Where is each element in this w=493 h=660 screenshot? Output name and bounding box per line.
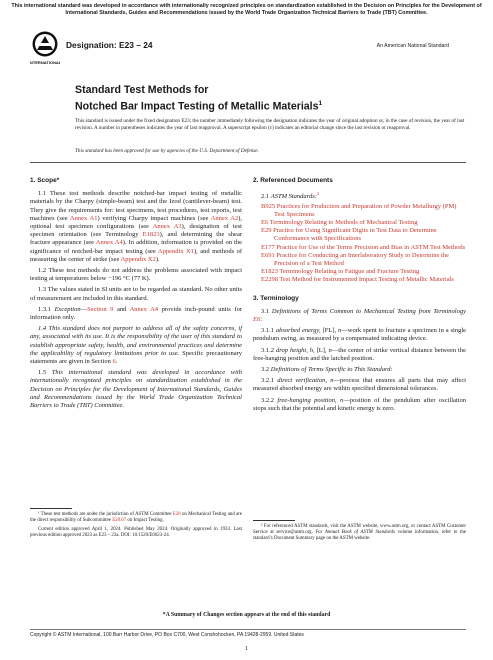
- link-e1823[interactable]: E1823: [142, 231, 160, 239]
- paragraph-1-5: 1.5 This international standard was developed in accordance with internationally recognized principles on standardization established in the Decision on Principles for the Development of International Standards, Guides and Recommendations issued by the World Trade Organization Technical Barriers to Trade (TBT) Committee.: [30, 369, 243, 410]
- issuance-note: This standard is issued under the fixed designation E23; the number immediately following the designation indicates the year of original adoption or, in the case of revision, the year of last revision. A number in parentheses indicates the year of last reapproval. A superscript epsilon (ε) indicates an editorial change since the last revision or reapproval.: [75, 118, 465, 131]
- reference-item: [261, 227, 466, 243]
- reference-title-link[interactable]: Terminology Relating to Methods of Mechanical Testing: [268, 218, 418, 226]
- designation: Designation: E23 – 24: [66, 40, 153, 50]
- footnote-rule: [253, 520, 295, 521]
- link-annex-a2[interactable]: Annex A2: [210, 214, 239, 222]
- reference-code-link[interactable]: E2298: [261, 276, 278, 284]
- page-number: 1: [244, 645, 249, 652]
- reference-code-link[interactable]: E6: [261, 218, 269, 226]
- reference-title-link[interactable]: Practice for Using Significant Digits in Test Data to Determine Conformance with Specifications: [271, 227, 437, 243]
- copyright-line: Copyright © ASTM International, 100 Barr Harbor Drive, PO Box C700, West Conshohocken, PA 19428-2959. United States: [30, 632, 304, 638]
- link-annex-a4-b[interactable]: Annex A4: [129, 305, 159, 313]
- header-divider: [30, 162, 466, 163]
- reference-title-link[interactable]: Terminology Relating to Fatigue and Fracture Testing: [277, 268, 420, 276]
- reference-code-link[interactable]: E1823: [261, 268, 278, 276]
- paragraph-3-2-2: 3.2.2 free-hanging position, n—position of the pendulum after oscillation stops such that the potential and kinetic energy is zero.: [253, 396, 466, 412]
- title-line-2: Notched Bar Impact Testing of Metallic Materials$^1$: [75, 100, 323, 113]
- section-1-heading: 1. Scope*: [30, 177, 60, 184]
- footnote-2: ² For referenced ASTM standards, visit the ASTM website, www.astm.org, or contact ASTM Customer Service at service@astm.org. For Annual Book of ASTM Standards volume information, refer to the standard’s Document Summary page on the ASTM website.: [253, 520, 466, 542]
- link-section-6[interactable]: 6: [112, 358, 116, 366]
- paragraph-3-1: 3.1 Definitions of Terms Common to Mechanical Testing from Terminology E6:: [253, 307, 466, 323]
- footer-divider: [30, 629, 466, 630]
- reference-code-link[interactable]: E29: [261, 227, 272, 235]
- paragraph-1-2: 1.2 These test methods do not address the problems associated with impact testing at temperatures below −196 °C (77 K).: [30, 267, 242, 283]
- reference-item: [261, 276, 466, 284]
- reference-item: [261, 252, 466, 268]
- link-section-9[interactable]: Section 9: [87, 305, 114, 313]
- paragraph-3-2: 3.2 Definitions of Terms Specific to This Standard:: [261, 366, 393, 374]
- title-footnote-ref[interactable]: 1: [318, 100, 323, 107]
- reference-item: [261, 219, 466, 227]
- right-column: [253, 177, 466, 416]
- link-appendix-x1[interactable]: Appendix X1: [157, 247, 194, 255]
- reference-item: [261, 268, 466, 276]
- link-e6[interactable]: E6: [253, 316, 261, 323]
- footnote-1: ¹ These test methods are under the jurisdiction of ASTM Committee E28 on Mechanical Testing and are the direct responsibility of Subcommittee E28.07 on Impact Testing. Current edition approved April 1, 2024. Published May 2024. Originally approved in 1933. Last previous edition approved 2023 as E23 – 23a. DOI: 10.1520/E0023-24.: [30, 508, 242, 539]
- reference-title-link[interactable]: Practice for Use of the Terms Precision and Bias in ASTM Test Methods: [274, 243, 466, 251]
- reference-title-link[interactable]: Practice for Conducting an Interlaboratory Study to Determine the Precision of a Test Method: [274, 251, 449, 267]
- title-line-1: Standard Test Methods for: [75, 84, 209, 96]
- american-national-standard-label: An American National Standard: [376, 43, 449, 49]
- paragraph-3-1-1: 3.1.1 absorbed energy, [FL], n—work spent to fracture a specimen in a single pendulum swing, as measured by a compensated indicating device.: [253, 327, 467, 343]
- section-2-heading: 2. Referenced Documents: [253, 177, 333, 184]
- reference-title-link[interactable]: Practices for Production and Preparation of Powder Metallurgy (PM) Test Specimens: [274, 202, 457, 218]
- dod-approval-note: This standard has been approved for use by agencies of the U.S. Department of Defense.: [75, 148, 259, 154]
- astm-logo: [30, 30, 60, 66]
- reference-code-link[interactable]: E691: [261, 251, 275, 259]
- summary-of-changes-note: *A Summary of Changes section appears at the end of this standard: [162, 612, 331, 618]
- paragraph-1-3-1: 1.3.1 Exception—Section 9 and Annex A4 provide inch-pound units for information only.: [30, 305, 243, 322]
- left-column: [30, 177, 242, 413]
- reference-code-link[interactable]: B925: [261, 202, 276, 210]
- link-annex-a3[interactable]: Annex A3: [152, 223, 182, 231]
- section-3-heading: 3. Terminology: [253, 294, 299, 302]
- document-title: [75, 84, 455, 114]
- paragraph-3-1-2: 3.1.2 drop height, h, [L], n—the center of strike vertical distance between the free-hanging position and the latched position.: [253, 346, 466, 362]
- paragraph-1-4: 1.4 This standard does not purport to address all of the safety concerns, if any, associated with its use. It is the responsibility of the user of this standard to establish appropriate safety, health, and environmental practices and determine the applicability of regulatory limitations prior to use. Specific precautionary statements are given in Section 6.: [30, 325, 242, 366]
- reference-code-link[interactable]: E177: [261, 243, 275, 251]
- tbt-notice: This international standard was developed in accordance with internationally recognized principles on standardization established in the Decision on Principles for the Development of International Standards, Guides and Recommendations issued by the World Trade Organization Technical Barriers to Trade (TBT) Committee.: [11, 3, 482, 16]
- link-annex-a4[interactable]: Annex A4: [95, 239, 123, 247]
- reference-item: [261, 203, 466, 219]
- reference-title-link[interactable]: Test Method for Instrumented Impact Testing of Metallic Materials: [277, 276, 454, 284]
- link-e28[interactable]: E28: [172, 512, 181, 517]
- link-e28-07[interactable]: E28.07: [112, 518, 127, 524]
- astm-standards-label: 2.1 ASTM Standards:$^2$: [261, 191, 320, 201]
- paragraph-1-3: 1.3 The values stated in SI units are to be regarded as standard. No other units of measurement are included in this standard.: [30, 286, 242, 302]
- paragraph-1-1: 1.1 These test methods describe notched-bar impact testing of metallic materials by the Charpy (simple-beam) test and the Izod (cantilever-beam) test. They give the requirements for: test specimens, test procedures, test reports, test machines (see Annex A1) verifying Charpy impact machines (see Annex A2), optional test specimen configurations (see Annex A3), designation of test specimen orientation (see Terminology E1823), and determining the shear fracture appearance (see Annex A4). In addition, information is provided on the significance of notched-bar impact testing (see Appendix X1), and methods of measuring the center of strike (see Appendix X2).: [30, 190, 243, 263]
- footnote-2-ref[interactable]: 2: [316, 191, 320, 197]
- paragraph-3-2-1: 3.2.1 direct verification, n—process that ensures all parts that may affect measured absorbed energy are within specified dimensional tolerances.: [253, 377, 467, 393]
- logo-text: INTERNATIONAL: [30, 60, 60, 65]
- link-annex-a1[interactable]: Annex A1: [69, 214, 98, 222]
- footnote-rule: [30, 508, 72, 509]
- link-appendix-x2[interactable]: Appendix X2: [120, 255, 156, 263]
- referenced-standards-list: [261, 203, 466, 285]
- reference-item: [261, 244, 466, 252]
